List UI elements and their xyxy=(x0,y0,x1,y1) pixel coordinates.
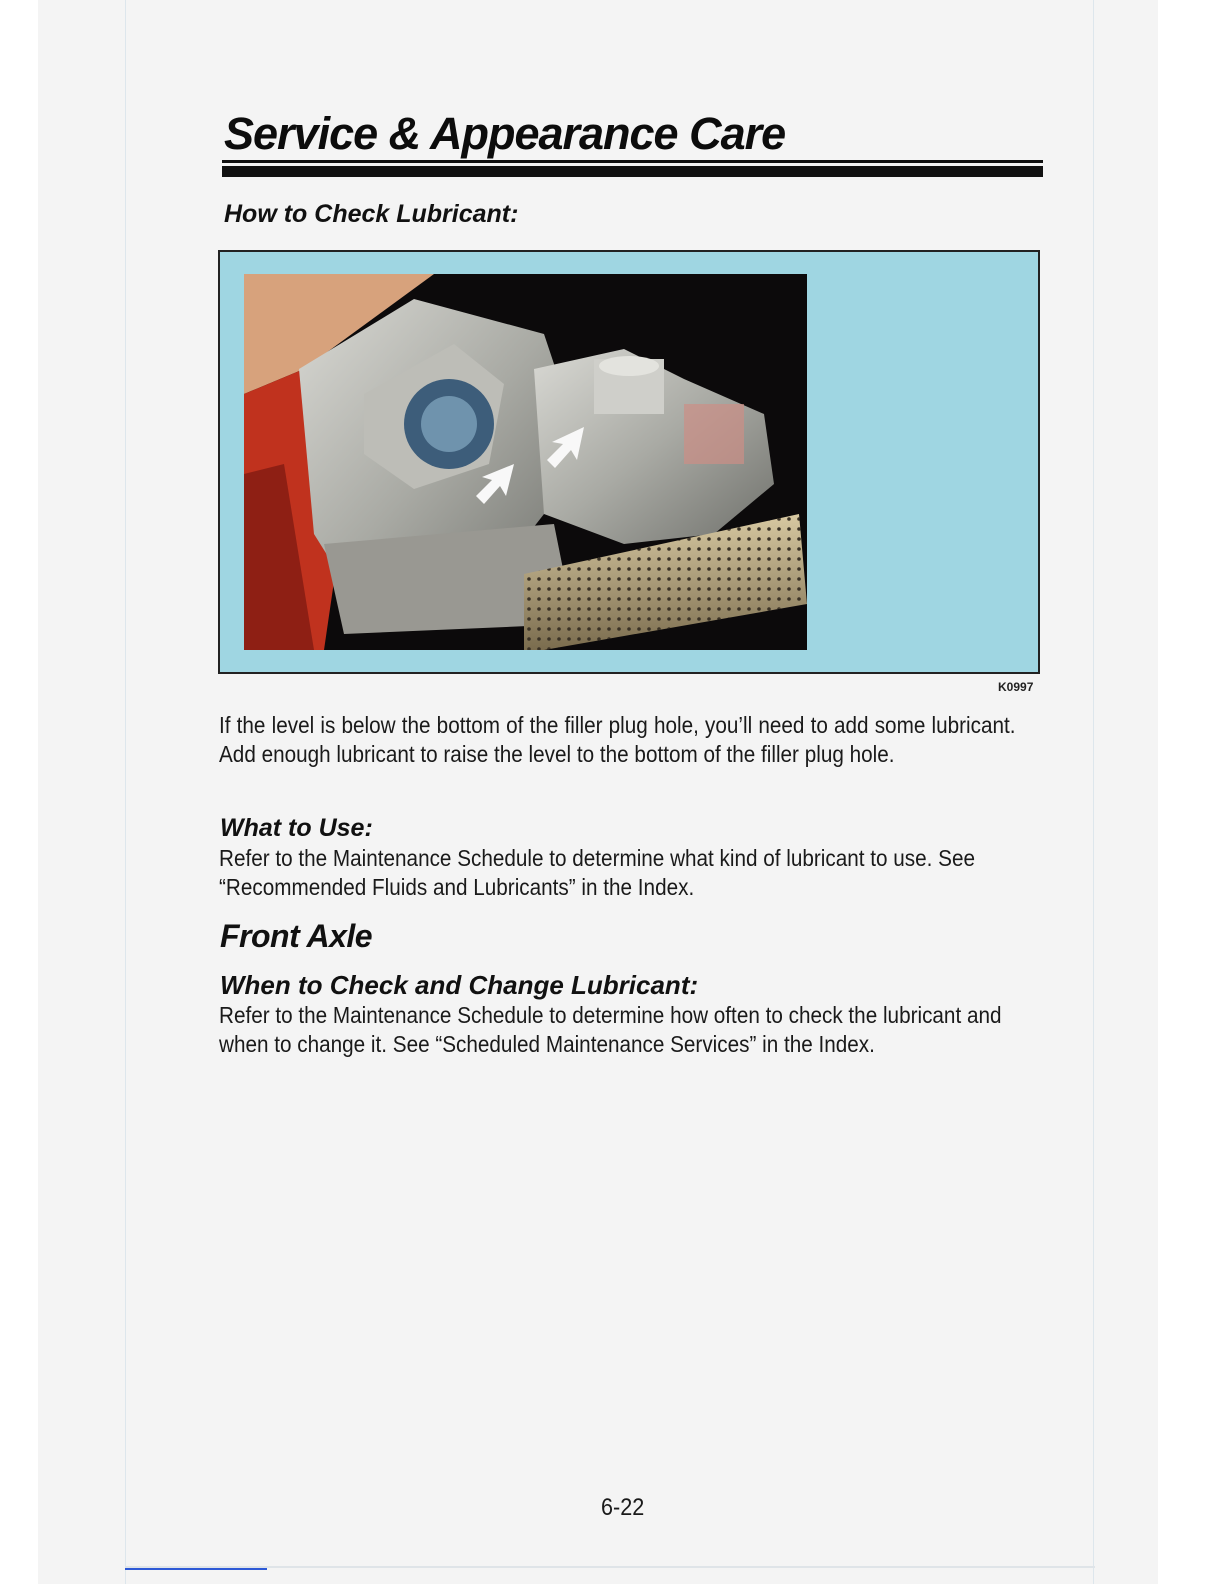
when-to-check-body: Refer to the Maintenance Schedule to determine how often to check the lubricant and when to change it. See “Scheduled Maintenance Services” in the Index. xyxy=(219,1002,1002,1057)
page-header-title: Service & Appearance Care xyxy=(224,108,786,159)
when-to-check-heading: When to Check and Change Lubricant: xyxy=(220,970,699,1000)
axle-figure-frame xyxy=(218,250,1040,674)
header-rule-thick xyxy=(222,166,1043,177)
right-margin-line xyxy=(1093,0,1094,1584)
bottom-link-underline xyxy=(125,1568,267,1570)
front-axle-title: Front Axle xyxy=(220,918,373,954)
check-lubricant-body: If the level is below the bottom of the filler plug hole, you’ll need to add some lubricant. Add enough lubricant to raise the level to the bottom of the filler plug hole. xyxy=(219,712,1016,767)
what-to-use-heading: What to Use: xyxy=(220,814,373,842)
page-number: 6-22 xyxy=(601,1494,645,1521)
check-lubricant-heading: How to Check Lubricant: xyxy=(224,200,519,228)
axle-photo xyxy=(244,274,807,650)
left-margin-line xyxy=(125,0,126,1584)
bottom-edge-line xyxy=(125,1566,1095,1568)
manual-page xyxy=(38,0,1158,1584)
what-to-use-body: Refer to the Maintenance Schedule to determine what kind of lubricant to use. See “Recommended Fluids and Lubricants” in the Index. xyxy=(219,845,976,900)
figure-id: K0997 xyxy=(998,680,1034,694)
header-rule-thin xyxy=(222,160,1043,163)
